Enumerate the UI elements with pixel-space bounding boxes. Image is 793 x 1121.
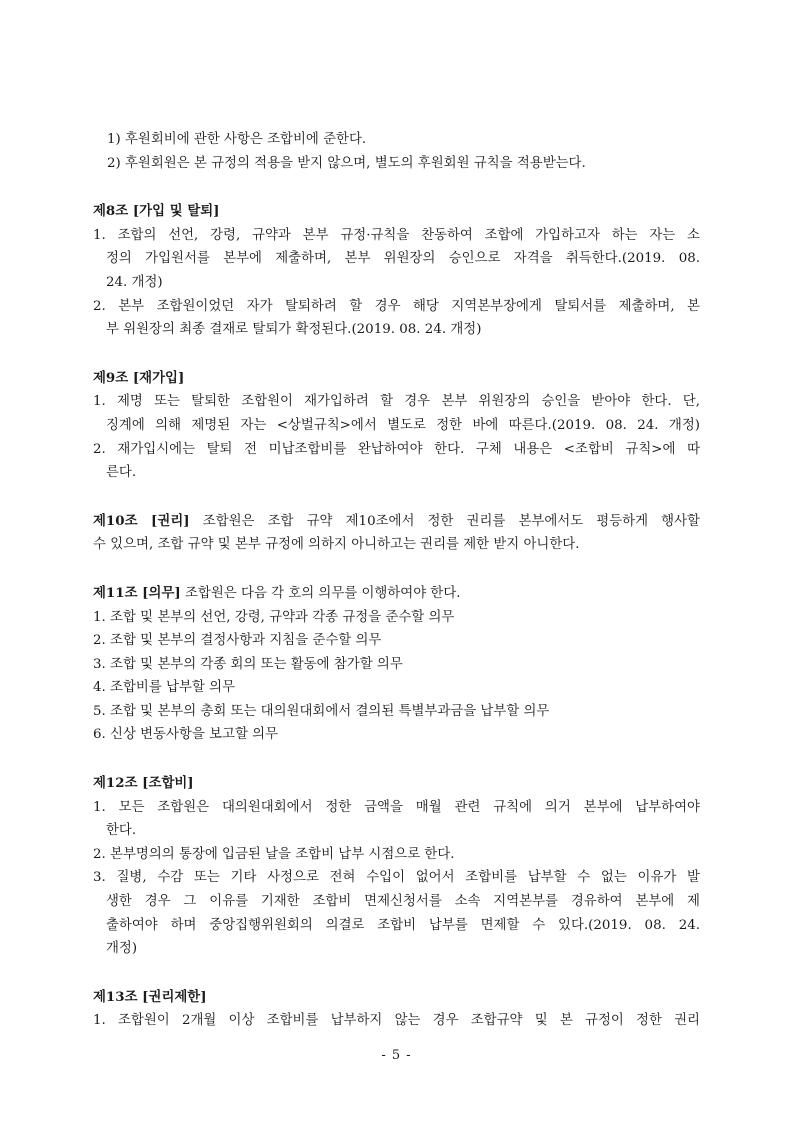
article-12-item-2: 2. 본부명의의 통장에 입금된 날을 조합비 납부 시점으로 한다. <box>93 846 455 862</box>
article-9-item-2-line-1: 2. 재가입시에는 탈퇴 전 미납조합비를 완납하여야 한다. 구체 내용은 <조합비 규칙>에 따 <box>93 441 700 457</box>
article-10-title: 제10조 [권리] <box>93 512 190 529</box>
article-11-item: 3. 조합 및 본부의 각종 회의 또는 활동에 참가할 의무 <box>93 656 403 672</box>
article-8-title: 제8조 [가입 및 탈퇴] <box>93 203 220 220</box>
article-11-item: 5. 조합 및 본부의 총회 또는 대의원대회에서 결의된 특별부과금을 납부할 의무 <box>93 703 550 719</box>
intro-item-2: 2) 후원회원은 본 규정의 적용을 받지 않으며, 별도의 후원회원 규칙을 적용받는다. <box>107 155 586 171</box>
article-10-line-1 <box>93 510 700 534</box>
article-12-item-1-line-1: 1. 모든 조합원은 대의원대회에서 정한 금액을 매월 관련 규칙에 의거 본부에 납부하여야 <box>93 799 700 815</box>
article-12-item-1-line-2: 한다. <box>106 823 137 839</box>
article-13-item-1-line-1: 1. 조합원이 2개월 이상 조합비를 납부하지 않는 경우 조합규약 및 본 규정이 정한 권리 <box>93 1013 700 1029</box>
article-8-item-1-line-2: 정의 가입원서를 본부에 제출하며, 본부 위원장의 승인으로 자격을 취득한다.(2019. 08. <box>106 251 700 267</box>
article-10-text: 조합원은 조합 규약 제10조에서 정한 권리를 본부에서도 평등하게 행사할 <box>189 513 700 529</box>
page-body <box>93 128 700 1033</box>
intro-item-1: 1) 후원회비에 관한 사항은 조합비에 준한다. <box>107 132 367 147</box>
article-12-title: 제12조 [조합비] <box>93 775 194 792</box>
article-13-heading <box>93 986 700 1010</box>
article-9-item-2-line-2: 른다. <box>106 465 137 481</box>
article-10-line-2: 수 있으며, 조합 규약 및 본부 규정에 의하지 아니하고는 권리를 제한 받지 아니한다. <box>93 537 580 553</box>
article-8-item-1-line-1: 1. 조합의 선언, 강령, 규약과 본부 규정·규칙을 찬동하여 조합에 가입하고자 하는 자는 소 <box>93 227 700 243</box>
article-11-item: 6. 신상 변동사항을 보고할 의무 <box>93 727 279 743</box>
article-11-text: 조합원은 다음 각 호의 의무를 이행하여야 한다. <box>180 585 461 601</box>
article-8-item-2-line-2: 부 위원장의 최종 결재로 탈퇴가 확정된다.(2019. 08. 24. 개정) <box>106 322 482 338</box>
article-11-title: 제11조 [의무] <box>93 584 181 601</box>
article-11-item: 2. 조합 및 본부의 결정사항과 지침을 준수할 의무 <box>93 633 382 649</box>
article-12-item-3-line-3: 출하여야 하며 중앙집행위원회의 의결로 조합비 납부를 면제할 수 있다.(2019. 08. 24. <box>106 917 700 933</box>
article-12-item-3-line-4: 개정) <box>106 941 138 957</box>
article-9-item-1-line-2: 징계에 의해 제명된 자는 <상벌규칙>에서 별도로 정한 바에 따른다.(2019. 08. 24. 개정) <box>106 417 700 433</box>
article-11-item: 1. 조합 및 본부의 선언, 강령, 규약과 각종 규정을 준수할 의무 <box>93 609 455 625</box>
article-9-heading <box>93 367 700 391</box>
page-number: - 5 - <box>381 1048 412 1063</box>
article-11-item: 4. 조합비를 납부할 의무 <box>93 680 235 696</box>
article-12-heading <box>93 772 700 796</box>
article-8-item-2-line-1: 2. 본부 조합원이었던 자가 탈퇴하려 할 경우 해당 지역본부장에게 탈퇴서를 제출하며, 본 <box>93 298 700 314</box>
article-9-item-1-line-1: 1. 제명 또는 탈퇴한 조합원이 재가입하려 할 경우 본부 위원장의 승인을 받아야 한다. 단, <box>93 394 700 410</box>
article-12-item-3-line-2: 생한 경우 그 이유를 기재한 조합비 면제신청서를 소속 지역본부를 경유하여 본부에 제 <box>106 894 700 910</box>
article-9-title: 제9조 [재가입] <box>93 369 185 386</box>
article-8-item-1-line-3: 24. 개정) <box>106 274 163 290</box>
article-13-title: 제13조 [권리제한] <box>93 988 207 1005</box>
article-12-item-3-line-1: 3. 질병, 수감 또는 기타 사정으로 전혀 수입이 없어서 조합비를 납부할 수 없는 이유가 발 <box>93 870 700 886</box>
article-11-line-1 <box>93 582 700 606</box>
article-8-heading <box>93 200 700 224</box>
